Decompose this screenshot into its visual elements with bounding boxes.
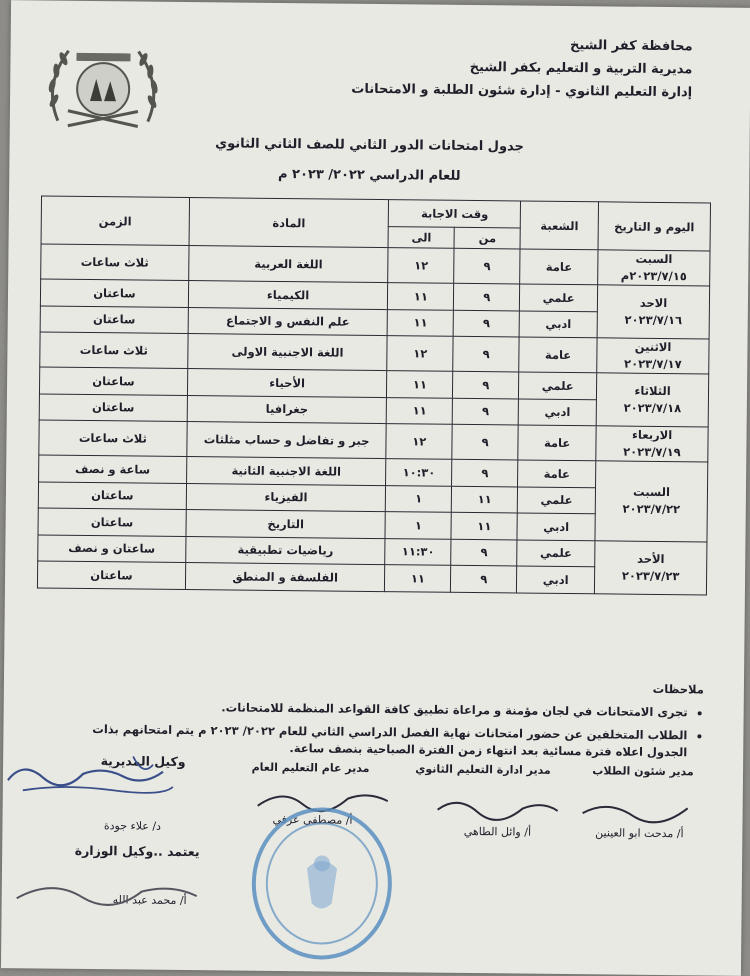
subject-cell: اللغة الاجنبية الثانية [186, 457, 386, 486]
to-cell: ١٢ [386, 424, 452, 460]
division-cell: علمي [520, 284, 598, 311]
division-cell: عامة [518, 460, 596, 487]
from-cell: ١١ [451, 512, 517, 539]
header-division: الشعبة [520, 201, 598, 250]
note-item: • الطلاب المتخلفين عن حضور امتحانات نهاية الفصل الدراسي الثاني للعام ٢٠٢٢/ ٢٠٢٣ م يتم امتحانهم بذات الجدول اعلاه فترة مسائية بعد انتهاء زمن الفترة الصباحية بنصف ساعة. [63, 721, 687, 762]
duration-cell: ثلاث ساعات [39, 420, 187, 457]
duration-cell: ثلاث ساعات [40, 332, 188, 369]
subject-cell: جغرافيا [187, 395, 387, 424]
division-cell: ادبي [518, 398, 596, 425]
name-approve-undersecretary: أ/ محمد عبد الله [112, 893, 187, 908]
division-cell: عامة [518, 425, 596, 461]
subject-cell: الكيمياء [188, 281, 388, 310]
from-cell: ٩ [452, 398, 518, 425]
subject-cell: الأحياء [187, 369, 387, 398]
duration-cell: ساعتان [40, 279, 188, 307]
name-secondary-admin: أ/ وائل الطاهي [463, 824, 532, 839]
subject-cell: اللغة العربية [188, 246, 388, 283]
secondary-admin-handwritten-signature [432, 790, 562, 826]
to-cell: ١١:٣٠ [385, 538, 451, 565]
to-cell: ١١ [387, 371, 453, 398]
division-cell: علمي [517, 486, 595, 513]
division-cell: عامة [520, 249, 598, 285]
division-cell: علمي [517, 539, 595, 566]
department-name: إدارة التعليم الثانوي - إدارة شئون الطلبة و الامتحانات [351, 81, 693, 101]
division-cell: ادبي [519, 310, 597, 337]
schedule-title: جدول امتحانات الدور الثاني للصف الثاني الثانوي [215, 136, 525, 155]
subject-cell: الفيزياء [186, 483, 386, 512]
division-cell: عامة [519, 337, 597, 373]
from-cell: ٩ [454, 283, 520, 310]
signature-secondary-admin: مدير ادارة التعليم الثانوي [415, 762, 551, 777]
from-cell: ١١ [452, 486, 518, 513]
to-cell: ١٢ [388, 248, 454, 284]
duration-cell: ساعتان [38, 481, 186, 509]
undersecretary-handwritten-signature [12, 868, 202, 915]
document-page [1, 0, 750, 976]
header-to: الى [388, 227, 454, 249]
to-cell: ١ [385, 512, 451, 539]
header-from: من [454, 227, 520, 249]
from-cell: ٩ [453, 336, 519, 372]
division-cell: ادبي [517, 566, 595, 593]
day-cell: السبت ٢٠٢٣/٧/١٥م [598, 250, 710, 286]
division-cell: علمي [519, 372, 597, 399]
subject-cell: الفلسفة و المنطق [185, 563, 385, 592]
header-day: اليوم و التاريخ [598, 202, 710, 251]
document-header [252, 33, 693, 107]
day-cell: الاثنين ٢٠٢٣/٧/١٧ [597, 338, 709, 374]
directorate-name: مديرية التربية و التعليم بكفر الشيخ [469, 59, 693, 78]
name-general-manager: أ/ مصطفى عرفي [272, 812, 353, 827]
day-cell: الاربعاء ٢٠٢٣/٧/١٩ [596, 426, 708, 462]
to-cell: ١٢ [387, 336, 453, 372]
academic-year: للعام الدراسي ٢٠٢٢/ ٢٠٢٣ م [277, 166, 461, 184]
from-cell: ٩ [451, 539, 517, 566]
duration-cell: ساعة و نصف [39, 455, 187, 483]
note-item: • تجرى الامتحانات في لجان مؤمنة و مراعاة تطبيق كافة القواعد المنظمة للامتحانات. [64, 698, 688, 722]
signature-general-manager: مدير عام التعليم العام [251, 760, 370, 775]
to-cell: ١١ [385, 565, 451, 592]
ministry-logo-icon [38, 30, 169, 141]
students-affairs-handwritten-signature [577, 791, 697, 827]
from-cell: ٩ [453, 310, 519, 337]
to-cell: ١٠:٣٠ [386, 459, 452, 486]
header-answer-time: وقت الاجابة [389, 200, 521, 228]
subject-cell: علم النفس و الاجتماع [188, 307, 388, 336]
subject-cell: اللغة الاجنبية الاولى [188, 334, 388, 371]
subject-cell: جبر و تفاضل و حساب مثلثات [187, 422, 387, 459]
document-title [159, 134, 580, 198]
signature-students-affairs: مدير شئون الطلاب [592, 764, 694, 779]
to-cell: ١١ [388, 283, 454, 310]
notes-label: ملاحظات [652, 681, 704, 697]
exam-schedule-table [37, 195, 711, 594]
from-cell: ٩ [453, 371, 519, 398]
day-cell: الثلاثاء ٢٠٢٣/٧/١٨ [596, 373, 708, 427]
division-cell: ادبي [517, 513, 595, 540]
name-deputy-directorate: د/ علاء جودة [103, 819, 162, 833]
deputy-handwritten-signature [3, 745, 194, 807]
day-cell: الأحد ٢٠٢٣/٧/٢٣ [595, 540, 707, 594]
from-cell: ٩ [452, 424, 518, 460]
name-students-affairs: أ/ مدحت ابو العينين [595, 826, 684, 841]
day-cell: الاحد ٢٠٢٣/٧/١٦ [597, 285, 709, 339]
to-cell: ١١ [387, 397, 453, 424]
duration-cell: ساعتان و نصف [38, 534, 186, 562]
to-cell: ١ [386, 485, 452, 512]
duration-cell: ساعتان [39, 393, 187, 421]
signature-deputy-directorate: وكيل المديرية [100, 753, 186, 770]
header-subject: المادة [189, 198, 389, 248]
subject-cell: التاريخ [186, 510, 386, 539]
from-cell: ٩ [454, 248, 520, 284]
duration-cell: ساعتان [39, 367, 187, 395]
from-cell: ٩ [451, 565, 517, 592]
official-stamp-icon [246, 803, 398, 965]
duration-cell: ساعتان [40, 305, 188, 333]
to-cell: ١١ [387, 309, 453, 336]
duration-cell: ساعتان [37, 561, 185, 589]
from-cell: ٩ [452, 459, 518, 486]
subject-cell: رياضيات تطبيقية [185, 536, 385, 565]
duration-cell: ساعتان [38, 508, 186, 536]
day-cell: السبت ٢٠٢٣/٧/٢٢ [595, 461, 708, 542]
duration-cell: ثلاث ساعات [41, 244, 189, 281]
signature-approve-undersecretary: يعتمد ..وكيل الوزارة [74, 842, 200, 860]
governorate-name: محافظة كفر الشيخ [569, 38, 693, 55]
header-duration: الزمن [41, 196, 189, 246]
